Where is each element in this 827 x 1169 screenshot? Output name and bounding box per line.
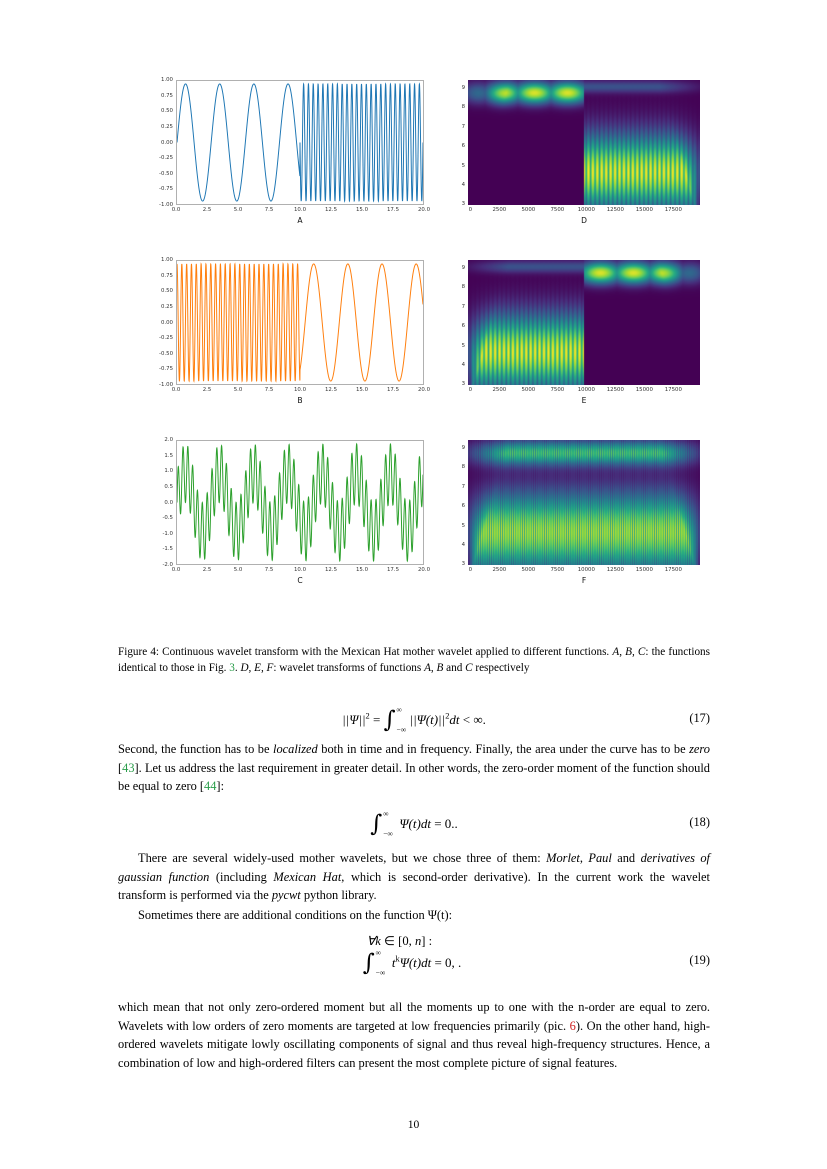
caption-text-5: , bbox=[430, 661, 437, 674]
equation-18-number: (18) bbox=[689, 814, 710, 829]
ytick: 7 bbox=[461, 123, 465, 130]
ytick: 0.75 bbox=[160, 272, 173, 279]
xtick: 2.5 bbox=[202, 207, 212, 213]
figure-panel-grid bbox=[118, 62, 710, 602]
xtick: 12.5 bbox=[324, 207, 338, 213]
panel-e-yticks bbox=[442, 260, 465, 388]
ytick: 8 bbox=[461, 464, 465, 470]
equation-18-body: ∫ ∞ −∞ Ψ(t)dt = 0.. bbox=[370, 809, 458, 839]
xtick: 17.5 bbox=[386, 207, 400, 213]
caption-italic-4: B bbox=[436, 661, 444, 674]
p2-text-b: , bbox=[579, 851, 589, 865]
panel-c-yticks bbox=[134, 437, 173, 568]
ytick: 0.50 bbox=[160, 108, 173, 115]
xtick: 5000 bbox=[521, 567, 536, 573]
ytick: 1.00 bbox=[160, 77, 173, 83]
panel-b-label: B bbox=[297, 396, 303, 405]
equation-19 bbox=[118, 933, 710, 978]
ytick: -1.0 bbox=[162, 530, 173, 537]
p1-italic-zero: zero bbox=[689, 742, 710, 756]
caption-italic-5: C bbox=[465, 661, 473, 674]
caption-text-1: Continuous wavelet transform with the Mexican Hat mother wavelet applied to different functions. bbox=[159, 646, 613, 658]
xtick: 12500 bbox=[606, 387, 624, 393]
ytick: 5 bbox=[461, 522, 465, 529]
xtick: 7500 bbox=[550, 567, 565, 573]
panel-a-axes bbox=[176, 80, 424, 205]
caption-ref-fig3[interactable]: 3 bbox=[229, 661, 235, 674]
xtick: 7.5 bbox=[264, 207, 274, 213]
panel-a-yticks bbox=[134, 77, 173, 208]
xtick: 12.5 bbox=[324, 387, 338, 393]
ytick: -0.50 bbox=[159, 170, 173, 177]
equation-19-line-2: ∫ ∞ −∞ $t^k\Psi(t)dt = 0$, . bbox=[362, 948, 462, 978]
page-number: 10 bbox=[407, 1118, 420, 1131]
equation-18 bbox=[118, 809, 710, 839]
panel-f-axes bbox=[468, 440, 700, 565]
ytick: -1.00 bbox=[159, 382, 173, 388]
caption-number: Figure 4: bbox=[118, 646, 160, 658]
p1-text-d: : bbox=[220, 779, 225, 794]
caption-italic-3: A bbox=[424, 661, 431, 674]
xtick: 0 bbox=[468, 567, 473, 573]
xtick: 12.5 bbox=[324, 567, 338, 573]
xtick: 10000 bbox=[577, 567, 595, 573]
ytick: 4 bbox=[461, 362, 465, 369]
ytick: 0.0 bbox=[164, 499, 173, 506]
p2-italic-pycwt: pycwt bbox=[271, 888, 301, 903]
xtick: 0.0 bbox=[171, 387, 181, 393]
xtick: 15000 bbox=[635, 387, 653, 393]
xtick: 12500 bbox=[606, 207, 624, 213]
ytick: 1.0 bbox=[164, 468, 173, 475]
ytick: 0.00 bbox=[160, 319, 173, 326]
figure-caption bbox=[118, 645, 710, 677]
xtick: 10000 bbox=[577, 387, 595, 393]
xtick: 15000 bbox=[635, 207, 653, 213]
ytick: 8 bbox=[461, 104, 465, 110]
paragraph-4 bbox=[118, 998, 710, 1072]
panel-f-label: F bbox=[581, 576, 587, 585]
xtick: 5.0 bbox=[233, 567, 243, 573]
xtick: 10.0 bbox=[293, 387, 307, 393]
ytick: -0.25 bbox=[159, 155, 173, 162]
xtick: 15.0 bbox=[355, 387, 369, 393]
ytick: 5 bbox=[461, 342, 465, 349]
p4-text-a: which mean that not only zero-ordered moment but all the moments up to one with the n-order are equal to zero. Wavelets with low orders of zero moments are targeted at low frequencies primarily (pic. bbox=[118, 1000, 710, 1033]
xtick: 10000 bbox=[577, 207, 595, 213]
panel-d-axes bbox=[468, 80, 700, 205]
ytick: -0.5 bbox=[162, 515, 173, 522]
xtick: 5000 bbox=[521, 207, 536, 213]
xtick: 2.5 bbox=[202, 387, 212, 393]
equation-17-number: (17) bbox=[689, 710, 710, 725]
xtick: 0 bbox=[468, 387, 473, 393]
ytick: -0.75 bbox=[159, 186, 173, 193]
ytick: 3 bbox=[461, 561, 465, 568]
xtick: 2500 bbox=[492, 387, 507, 393]
p2-text-f: python library. bbox=[300, 888, 377, 903]
ytick: 7 bbox=[461, 483, 465, 490]
panel-d bbox=[438, 62, 710, 242]
xtick: 20.0 bbox=[417, 567, 431, 573]
p2-text-e: , which is second-order derivative). In the current work the wavelet transform is performed via the bbox=[118, 869, 710, 903]
p1-italic-localized: localized bbox=[273, 742, 318, 756]
p2-text-c: and bbox=[611, 851, 641, 865]
equation-19-number: (19) bbox=[689, 953, 710, 967]
p2-text-a: There are several widely-used mother wavelets, but we chose three of them: bbox=[138, 851, 547, 865]
p1-text-b: both in time and in frequency. Finally, the area under the curve has to be bbox=[317, 742, 690, 756]
p1-text-a: Second, the function has to be bbox=[118, 742, 274, 756]
ytick: 3 bbox=[461, 201, 465, 208]
ytick: -0.50 bbox=[159, 350, 173, 357]
ytick: -2.0 bbox=[162, 562, 173, 568]
xtick: 2500 bbox=[492, 567, 507, 573]
ytick: 4 bbox=[461, 182, 465, 189]
xtick: 0.0 bbox=[171, 567, 181, 573]
xtick: 15.0 bbox=[355, 207, 369, 213]
equation-19-body bbox=[362, 933, 462, 978]
xtick: 12500 bbox=[606, 567, 624, 573]
panel-f bbox=[438, 422, 710, 602]
panel-d-yticks bbox=[442, 80, 465, 208]
xtick: 15.0 bbox=[355, 567, 369, 573]
panel-e bbox=[438, 242, 710, 422]
caption-italic-1: A, B, C bbox=[612, 646, 646, 658]
ytick: 4 bbox=[461, 542, 465, 549]
ytick: 6 bbox=[461, 503, 465, 510]
xtick: 17500 bbox=[664, 567, 682, 573]
ytick: 0.5 bbox=[164, 483, 173, 490]
p4-ref-pic6[interactable]: 6 bbox=[569, 1018, 576, 1033]
ytick: 6 bbox=[461, 323, 465, 330]
caption-text-6: and bbox=[443, 661, 466, 674]
panel-a bbox=[118, 62, 438, 242]
caption-text-4: : wavelet transforms of functions bbox=[273, 661, 425, 674]
xtick: 17.5 bbox=[386, 387, 400, 393]
xtick: 5.0 bbox=[233, 387, 243, 393]
panel-b-plot bbox=[134, 254, 434, 404]
xtick: 5.0 bbox=[233, 207, 243, 213]
panel-f-yticks bbox=[442, 440, 465, 568]
ytick: 7 bbox=[461, 303, 465, 310]
p4-text-b: ). On the other hand, high-ordered wavelets mitigate lowly oscillating components of signal and thus reveal high-frequency structures. Hence, a combination of low and high-ordered filters can present the most complete picture of signal features. bbox=[118, 1018, 710, 1070]
xtick: 7.5 bbox=[264, 387, 274, 393]
caption-text-2: : the functions identical to those in Fig. bbox=[118, 646, 711, 674]
equation-17-body: $||\Psi||^2$ = ∫ ∞ −∞ $||\Psi(t)||^2dt$ < ∞. bbox=[342, 705, 486, 735]
equation-17 bbox=[118, 705, 710, 735]
panel-b-yticks bbox=[134, 257, 173, 388]
caption-italic-2: D, E, F bbox=[240, 661, 274, 674]
xtick: 17.5 bbox=[386, 567, 400, 573]
ytick: 3 bbox=[461, 381, 465, 388]
ytick: 2.0 bbox=[164, 437, 173, 443]
p1-text-c: . Let us address the last requirement in greater detail. In other words, the zero-order moment of the function should be equal to zero bbox=[118, 760, 710, 794]
p1-ref-44[interactable]: 44 bbox=[204, 779, 217, 794]
panel-e-label: E bbox=[581, 396, 587, 405]
xtick: 17500 bbox=[664, 387, 682, 393]
p3-text: Sometimes there are additional conditions on the function Ψ(t): bbox=[138, 908, 453, 922]
ytick: 1.5 bbox=[164, 452, 173, 459]
xtick: 7500 bbox=[550, 207, 565, 213]
xtick: 20.0 bbox=[417, 207, 431, 213]
equation-19-line-1: ∀k ∈ [0, n] : bbox=[366, 934, 433, 948]
panel-c bbox=[118, 422, 438, 602]
p2-italic-morlet: Morlet bbox=[546, 851, 580, 865]
p1-ref-43[interactable]: 43 bbox=[122, 760, 135, 775]
ytick: 0.00 bbox=[160, 139, 173, 146]
caption-text-3: . bbox=[234, 661, 241, 674]
paragraph-2 bbox=[118, 849, 710, 905]
panel-a-plot bbox=[134, 74, 434, 224]
panel-e-heatmap bbox=[468, 260, 700, 385]
panel-f-plot bbox=[442, 434, 704, 584]
panel-b bbox=[118, 242, 438, 422]
panel-a-label: A bbox=[297, 216, 303, 225]
panel-d-plot bbox=[442, 74, 704, 224]
ytick: 0.25 bbox=[160, 123, 173, 130]
xtick: 0 bbox=[468, 207, 473, 213]
xtick: 17500 bbox=[664, 207, 682, 213]
xtick: 2.5 bbox=[202, 567, 212, 573]
xtick: 7500 bbox=[550, 387, 565, 393]
ytick: 9 bbox=[461, 264, 465, 271]
ytick: 0.50 bbox=[160, 288, 173, 295]
p2-italic-paul: Paul bbox=[588, 851, 612, 865]
panel-c-label: C bbox=[297, 576, 303, 585]
xtick: 0.0 bbox=[171, 207, 181, 213]
xtick: 15000 bbox=[635, 567, 653, 573]
xtick: 2500 bbox=[492, 207, 507, 213]
caption-text-7: respectively bbox=[472, 661, 530, 674]
ytick: -1.00 bbox=[159, 202, 173, 208]
panel-a-curve bbox=[177, 81, 423, 204]
panel-c-plot bbox=[134, 434, 434, 584]
paragraph-1: Second, the function has to be localized both in time and in frequency. Finally, the area under the curve has to be zero [43]. Let us address the last requirement in greater detail. In other words, the zero-order moment of the function should be equal to zero [44]: bbox=[118, 742, 710, 794]
panel-b-axes bbox=[176, 260, 424, 385]
ytick: 9 bbox=[461, 444, 465, 451]
ytick: 5 bbox=[461, 162, 465, 169]
panel-d-label: D bbox=[581, 216, 587, 225]
xtick: 10.0 bbox=[293, 567, 307, 573]
ytick: 0.75 bbox=[160, 92, 173, 99]
ytick: -1.5 bbox=[162, 546, 173, 553]
paragraph-3 bbox=[118, 906, 710, 925]
p2-text-d: (including bbox=[209, 869, 274, 884]
ytick: 8 bbox=[461, 284, 465, 290]
panel-e-axes bbox=[468, 260, 700, 385]
xtick: 7.5 bbox=[264, 567, 274, 573]
panel-f-heatmap bbox=[468, 440, 700, 565]
panel-b-curve bbox=[177, 261, 423, 384]
ytick: -0.75 bbox=[159, 366, 173, 373]
p2-italic-dog: derivatives of gaussian function bbox=[118, 851, 710, 884]
ytick: 9 bbox=[461, 84, 465, 91]
p2-italic-mexicanhat: Mexican Hat bbox=[273, 869, 342, 884]
panel-d-heatmap bbox=[468, 80, 700, 205]
panel-c-curve bbox=[177, 441, 423, 564]
ytick: 0.25 bbox=[160, 303, 173, 310]
ytick: -0.25 bbox=[159, 335, 173, 342]
xtick: 5000 bbox=[521, 387, 536, 393]
panel-e-plot bbox=[442, 254, 704, 404]
xtick: 20.0 bbox=[417, 387, 431, 393]
panel-c-axes bbox=[176, 440, 424, 565]
ytick: 1.00 bbox=[160, 257, 173, 263]
xtick: 10.0 bbox=[293, 207, 307, 213]
ytick: 6 bbox=[461, 143, 465, 150]
figure-4 bbox=[118, 62, 710, 602]
